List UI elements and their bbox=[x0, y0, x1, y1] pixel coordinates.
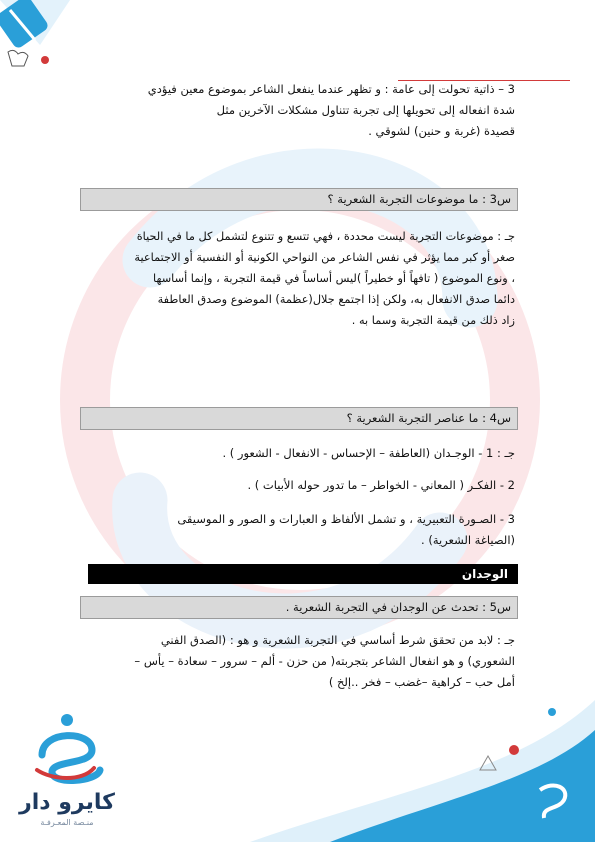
section3-line1: 3 – ذاتية تحولت إلى عامة : و تظهر عندما ينفعل الشاعر بموضوع معين فيؤدي bbox=[147, 82, 515, 96]
answer4-item2: 2 - الفكـر ( المعاني - الخواطر – ما تدور حوله الأبيات ) . bbox=[247, 478, 515, 492]
answer4-item3-line1: 3 - الصـورة التعبيرية ، و تشمل الألفاظ و العبارات و الصور و الموسيقى bbox=[177, 512, 515, 526]
answer3-line: صغر أو كبر مما يؤثر في نفس الشاعر من النواحي الكونية أو النفسية أو الاجتماعية bbox=[134, 251, 515, 264]
answer3-line: دائما صدق الانفعال به، ولكن إذا اجتمع جلال(عظمة) الموضوع وصدق العاطفة bbox=[157, 293, 515, 306]
logo-tagline: منـصة المعـرفـة bbox=[40, 818, 94, 827]
section-heading: الوجدان bbox=[88, 564, 518, 584]
logo-name: كايرو دار bbox=[19, 790, 115, 815]
beaker-icon bbox=[0, 0, 70, 66]
brand-logo bbox=[12, 710, 122, 830]
answer3-line: جـ : موضوعات التجربة ليست محددة ، فهي تتسع و تتنوع لتشمل كل ما في الحياة bbox=[136, 230, 515, 243]
answer3-line: زاد ذلك من قيمة التجربة وسما به . bbox=[351, 314, 515, 327]
answer3-line: ، ونوع الموضوع ( تافهاً أو خطيراً )ليس أساساً في قيمة التجربة ، وإنما أساسها bbox=[153, 272, 515, 285]
section3-line2: شدة انفعاله إلى تحويلها إلى تجربة تتناول مشكلات الآخرين مثل bbox=[216, 103, 515, 117]
answer5-line1: جـ : لابد من تحقق شرط أساسي في التجربة الشعرية و هو : (الصدق الفني bbox=[160, 633, 515, 647]
answer4-item1: جـ : 1 - الوجـدان (العاطفة – الإحساس - الانفعال - الشعور ) . bbox=[222, 446, 515, 460]
bottom-wave-decoration bbox=[250, 700, 595, 842]
answer4-item3-line2: (الصياغة الشعرية) . bbox=[421, 533, 515, 547]
question4-title: س4 : ما عناصر التجربة الشعرية ؟ bbox=[80, 407, 518, 430]
question3-title: س3 : ما موضوعات التجربة الشعرية ؟ bbox=[80, 188, 518, 211]
answer3-paragraph bbox=[92, 226, 515, 331]
logo-icon bbox=[12, 710, 122, 790]
answer5-line3: أمل حب – كراهية –غضب – فخر ..إلخ ) bbox=[328, 675, 515, 689]
question5-title: س5 : تحدث عن الوجدان في التجربة الشعرية . bbox=[80, 596, 518, 619]
answer4-item3 bbox=[95, 509, 515, 551]
section3-line3: قصيدة (غربة و حنين) لشوقي . bbox=[368, 124, 515, 138]
answer5-paragraph bbox=[95, 630, 515, 693]
section3-paragraph bbox=[95, 79, 515, 142]
answer5-line2: الشعوري) و هو انفعال الشاعر بتجربته( من حزن - ألم – سرور – سعادة – يأس – bbox=[134, 654, 515, 668]
